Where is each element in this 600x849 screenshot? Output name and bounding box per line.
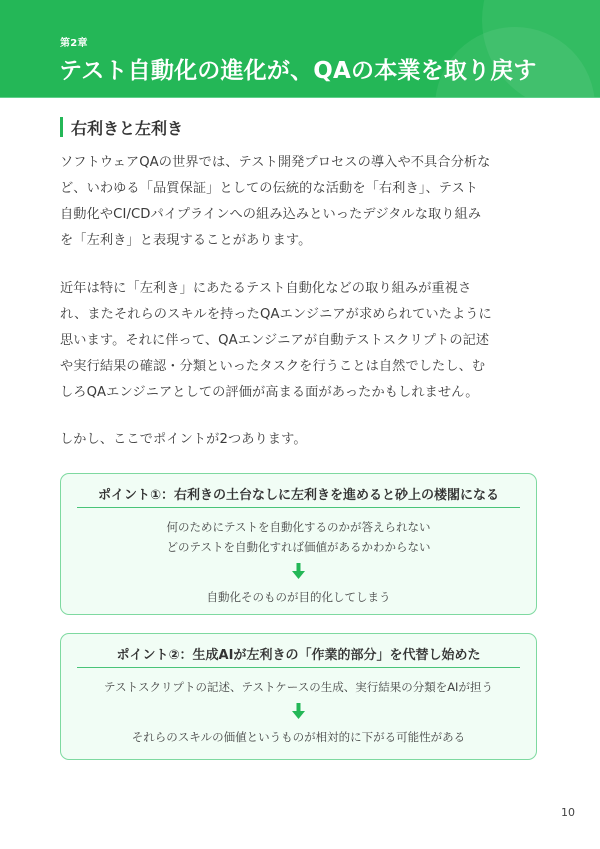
paragraph-2: [60, 276, 550, 406]
paragraph-line: 思います。それに伴って、QAエンジニアが自動テストスクリプトの記述: [60, 333, 490, 348]
section-heading: [60, 116, 183, 138]
paragraph-line: しろQAエンジニアとしての評価が高まる面があったかもしれません。: [60, 385, 479, 400]
chapter-title: テスト自動化の進化が、QAの本業を取り戻す: [59, 58, 537, 84]
point-cause: テストスクリプトの記述、テストケースの生成、実行結果の分類をAIが担う: [104, 680, 493, 694]
chapter-header: [0, 0, 600, 98]
point-cause: 何のためにテストを自動化するのかが答えられない: [166, 520, 431, 534]
arrow-down-icon: [61, 703, 536, 720]
paragraph-1: [60, 150, 550, 254]
paragraph-line: や実行結果の確認・分類といったタスクを行うことは自然でしたし、む: [60, 359, 486, 374]
paragraph-line: れ、またそれらのスキルを持ったQAエンジニアが求められていたように: [60, 307, 492, 322]
arrow-down-icon: [61, 563, 536, 580]
paragraph-line: しかし、ここでポイントが2つあります。: [60, 432, 307, 447]
point-title: ポイント①：右利きの土台なしに左利きを進めると砂上の楼閣になる: [77, 484, 520, 508]
paragraph-line: を「左利き」と表現することがあります。: [60, 233, 312, 248]
section-accent-bar: [60, 117, 63, 137]
point-box-1: [60, 473, 537, 615]
point-causes: [61, 517, 536, 557]
point-box-2: [60, 633, 537, 760]
paragraph-line: ソフトウェアQAの世界では、テスト開発プロセスの導入や不具合分析な: [60, 155, 491, 170]
paragraph-3: [60, 427, 550, 453]
point-result: それらのスキルの価値というものが相対的に下がる可能性がある: [131, 730, 466, 744]
paragraph-line: 自動化やCI/CDパイプラインへの組み込みといったデジタルな取り組み: [60, 207, 482, 222]
point-causes: [61, 677, 536, 697]
point-cause: どのテストを自動化すれば価値があるかわからない: [166, 540, 431, 554]
point-result: 自動化そのものが目的化してしまう: [206, 590, 391, 604]
page-number: 10: [561, 806, 575, 819]
chapter-label: 第2章: [60, 38, 88, 49]
paragraph-line: 近年は特に「左利き」にあたるテスト自動化などの取り組みが重視さ: [60, 281, 472, 296]
point-title: ポイント②：生成AIが左利きの「作業的部分」を代替し始めた: [77, 644, 520, 668]
paragraph-line: ど、いわゆる「品質保証」としての伝統的な活動を「右利き」、テスト: [60, 181, 479, 196]
section-heading-text: 右利きと左利き: [71, 118, 184, 138]
